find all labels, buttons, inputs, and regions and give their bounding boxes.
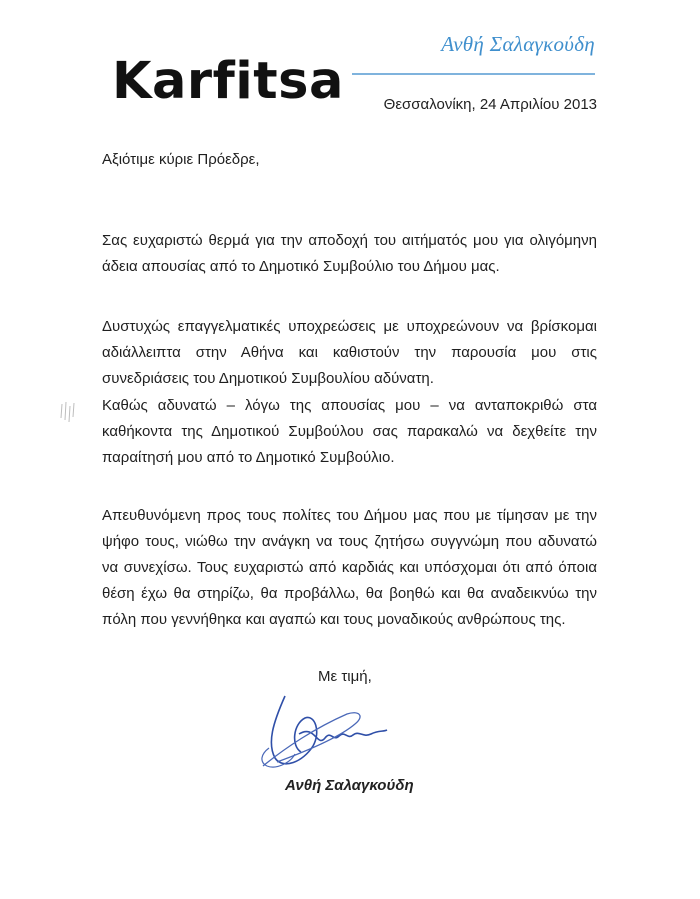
watermark-logo: Karfitsa bbox=[104, 52, 352, 112]
date-line: Θεσσαλονίκη, 24 Απριλίου 2013 bbox=[383, 96, 597, 113]
closing-line: Με τιμή, bbox=[318, 668, 372, 685]
signer-name: Ανθή Σαλαγκούδη bbox=[285, 777, 414, 794]
letterhead-rule bbox=[352, 73, 595, 75]
paragraph-4: Απευθυνόμενη προς τους πολίτες του Δήμου μας που με τίμησαν με την ψήφο τους, νιώθω την ανάγκη να τους ζητήσω συγγνώμη που αδυνατώ να συνεχίσω. Τους ευχαριστώ από καρδιάς και υπόσχομαι ότι από όποια θέση έχω θα στηρίζω, θα προβάλλω, θα βοηθώ και θα αναδεικνύω την πόλη που γεννήθηκα και αγαπώ και τους μοναδικούς ανθρώπους της. bbox=[102, 507, 597, 628]
paragraph-3: Καθώς αδυνατώ – λόγω της απουσίας μου – να ανταποκριθώ στα καθήκοντα της Δημοτικού Συμβούλου σας παρακαλώ να δεχθείτε την παραίτησή μου από το Δημοτικό Συμβούλιο. bbox=[102, 397, 597, 466]
letterhead-name: Ανθή Σαλαγκούδη bbox=[441, 32, 595, 56]
paragraph-1: Σας ευχαριστώ θερμά για την αποδοχή του αιτήματός μου για ολιγόμηνη άδεια απουσίας από το Δημοτικό Συμβούλιο του Δήμου μας. bbox=[102, 232, 597, 275]
paragraph-2: Δυστυχώς επαγγελματικές υποχρεώσεις με υποχρεώνουν να βρίσκομαι αδιάλλειπτα στην Αθήνα και καθιστούν την παρουσία μου στις συνεδριάσεις του Δημοτικού Συμβουλίου αδύνατη. bbox=[102, 318, 597, 387]
handwritten-signature bbox=[255, 688, 395, 773]
margin-pencil-marks bbox=[58, 400, 82, 430]
salutation: Αξιότιμε κύριε Πρόεδρε, bbox=[102, 151, 260, 168]
